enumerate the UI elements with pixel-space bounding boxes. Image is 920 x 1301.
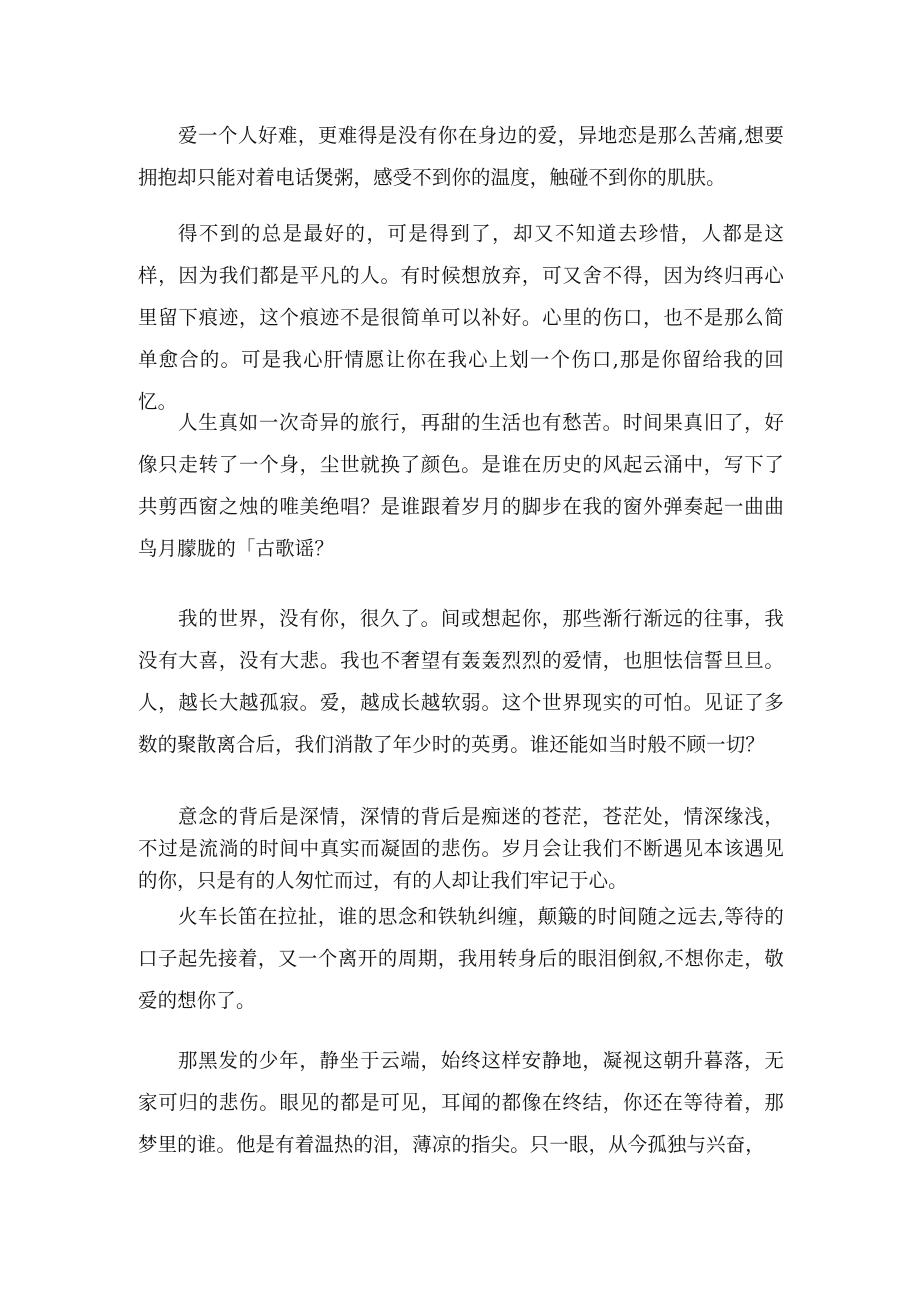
paragraph-6: 火车长笛在拉扯，谁的思念和铁轨纠缠，颠簸的时间随之远去,等待的口子起先接着，又一个离开的周期，我用转身后的眼泪倒叙,不想你走，敬爱的想你了。 xyxy=(138,905,784,1012)
paragraph-5: 意念的背后是深情，深情的背后是痴迷的苍茫，苍茫处，情深缘浅，不过是流淌的时间中真实而凝固的悲伤。岁月会让我们不断遇见本该遇见的你，只是有的人匆忙而过，有的人却让我们牢记于心。 xyxy=(138,805,784,892)
paragraph-7: 那黑发的少年，静坐于云端，始终这样安静地，凝视这朝升暮落，无家可归的悲伤。眼见的都是可见，耳闻的都像在终结，你还在等待着，那梦里的谁。他是有着温热的泪，薄凉的指尖。只一眼，从今孤独与兴奋， xyxy=(138,1049,784,1156)
paragraph-4: 我的世界，没有你，很久了。间或想起你，那些渐行渐远的往事，我没有大喜，没有大悲。我也不奢望有轰轰烈烈的爱情，也胆怯信誓旦旦。人，越长大越孤寂。爱，越成长越软弱。这个世界现实的可怕。见证了多数的聚散离合后，我们消散了年少时的英勇。谁还能如当时般不顾一切？ xyxy=(138,607,784,756)
paragraph-3: 人生真如一次奇异的旅行，再甜的生活也有愁苦。时间果真旧了，好像只走转了一个身，尘世就换了颜色。是谁在历史的风起云涌中，写下了共剪西窗之烛的唯美绝唱？是谁跟着岁月的脚步在我的窗外弹奏起一曲曲鸟月朦胧的「古歌谣？ xyxy=(138,411,784,560)
paragraph-2: 得不到的总是最好的，可是得到了，却又不知道去珍惜，人都是这样，因为我们都是平凡的人。有时候想放弃，可又舍不得，因为终归再心里留下痕迹，这个痕迹不是很简单可以补好。心里的伤口，也不是那么简单愈合的。可是我心肝情愿让你在我心上划一个伤口,那是你留给我的回忆。 xyxy=(138,222,784,413)
paragraph-1: 爱一个人好难，更难得是没有你在身边的爱，异地恋是那么苦痛,想要拥抱却只能对着电话煲粥，感受不到你的温度，触碰不到你的肌肤。 xyxy=(138,124,784,189)
